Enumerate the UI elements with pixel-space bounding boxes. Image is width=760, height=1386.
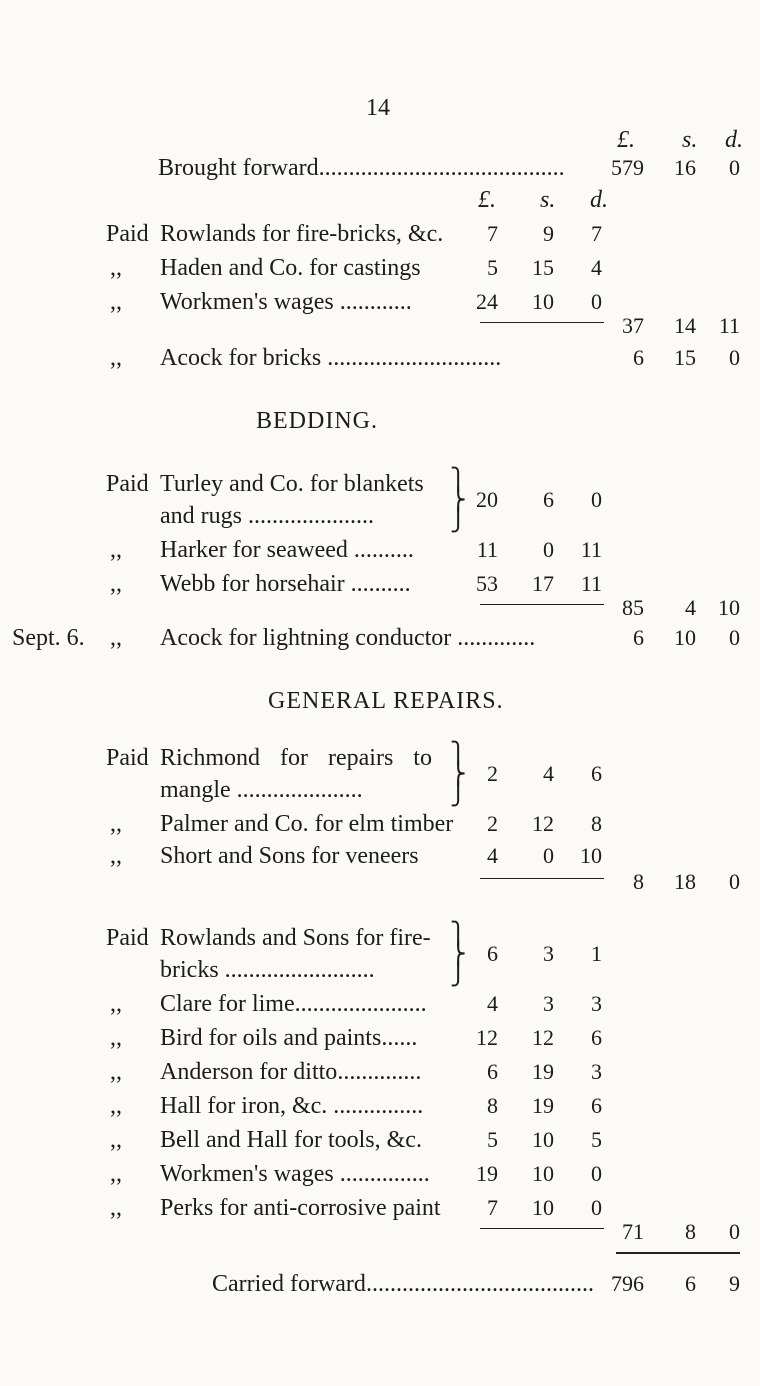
entry-pounds: 19 (476, 1161, 498, 1186)
subtotal-pounds: 85 (622, 595, 644, 620)
brace: ⎫ ⎬ ⎭ (450, 467, 467, 532)
ditto-mark: ,, (110, 537, 122, 563)
entry-pounds: 2 (487, 761, 498, 786)
entry-pence: 1 (591, 941, 602, 966)
entry-text: Short and Sons for veneers (160, 843, 419, 869)
subtotal-shillings: 4 (685, 595, 696, 620)
entry-pounds: 20 (476, 487, 498, 512)
entry-pounds: 6 (633, 345, 644, 370)
section-heading-general-repairs: GENERAL REPAIRS. (268, 688, 504, 714)
ditto-mark: ,, (110, 571, 122, 597)
entry-text: Rowlands for fire-bricks, &c. (160, 221, 444, 247)
inner-unit-pence: d. (590, 187, 608, 213)
subtotal-rule (480, 1228, 604, 1229)
ditto-mark: ,, (110, 1127, 122, 1153)
entry-text: Anderson for ditto.............. (160, 1059, 422, 1085)
entry-pounds: 7 (487, 221, 498, 246)
entry-text: Workmen's wages ............ (160, 289, 412, 315)
entry-pence: 5 (591, 1127, 602, 1152)
entry-pounds: 24 (476, 289, 498, 314)
entry-shillings: 3 (543, 941, 554, 966)
subtotal-pounds: 71 (622, 1219, 644, 1244)
unit-pounds: £. (617, 127, 635, 153)
entry-pence: 0 (729, 625, 740, 650)
subtotal-pence: 10 (718, 595, 740, 620)
entry-pounds: 53 (476, 571, 498, 596)
brought-forward-shillings: 16 (674, 155, 696, 180)
subtotal-rule (480, 322, 604, 323)
entry-text: Acock for bricks ............................. (160, 345, 502, 371)
brace: ⎫ ⎬ ⎭ (450, 921, 467, 986)
ditto-mark: ,, (110, 1025, 122, 1051)
ditto-mark: ,, (110, 1093, 122, 1119)
entry-text: Workmen's wages ............... (160, 1161, 430, 1187)
entry-pence: 3 (591, 1059, 602, 1084)
ditto-mark: ,, (110, 255, 122, 281)
entry-text: Turley and Co. for blankets (160, 471, 424, 497)
entry-pounds: 6 (487, 1059, 498, 1084)
entry-text: Palmer and Co. for elm timber (160, 811, 454, 837)
entry-text-continued: and rugs ..................... (160, 503, 374, 529)
entry-pence: 0 (591, 289, 602, 314)
entry-pounds: 12 (476, 1025, 498, 1050)
entry-pence: 11 (580, 571, 602, 596)
entry-text: Rowlands and Sons for fire- (160, 925, 431, 951)
ditto-mark: ,, (110, 289, 122, 315)
entry-pounds: 6 (633, 625, 644, 650)
entry-pence: 6 (591, 761, 602, 786)
entry-shillings: 19 (532, 1059, 554, 1084)
entry-shillings: 10 (532, 1161, 554, 1186)
carried-forward-pence: 9 (729, 1271, 740, 1296)
ditto-mark: ,, (110, 345, 122, 371)
entry-shillings: 19 (532, 1093, 554, 1118)
ditto-mark: ,, (110, 843, 122, 869)
entry-shillings: 0 (543, 843, 554, 868)
entry-text: Webb for horsehair .......... (160, 571, 411, 597)
entry-shillings: 12 (532, 1025, 554, 1050)
entry-text: Hall for iron, &c. ............... (160, 1093, 424, 1119)
entry-pounds: 6 (487, 941, 498, 966)
subtotal-pounds: 8 (633, 869, 644, 894)
entry-shillings: 10 (674, 625, 696, 650)
subtotal-shillings: 14 (674, 313, 696, 338)
entry-text: Clare for lime...................... (160, 991, 427, 1017)
brace: ⎫ ⎬ ⎭ (450, 741, 467, 806)
entry-text: Bell and Hall for tools, &c. (160, 1127, 422, 1153)
subtotal-rule (480, 604, 604, 605)
entry-text: Harker for seaweed .......... (160, 537, 414, 563)
entry-pounds: 7 (487, 1195, 498, 1220)
entry-shillings: 15 (532, 255, 554, 280)
entry-pence: 8 (591, 811, 602, 836)
entry-pence: 11 (580, 537, 602, 562)
entry-pounds: 5 (487, 1127, 498, 1152)
total-rule (616, 1252, 740, 1254)
subtotal-pence: 0 (729, 1219, 740, 1244)
carried-forward-pounds: 796 (611, 1271, 644, 1296)
ditto-mark: ,, (110, 1161, 122, 1187)
entry-pence: 4 (591, 255, 602, 280)
entry-pence: 6 (591, 1093, 602, 1118)
entry-shillings: 3 (543, 991, 554, 1016)
entry-prefix: Paid (106, 745, 149, 771)
entry-shillings: 17 (532, 571, 554, 596)
entry-shillings: 12 (532, 811, 554, 836)
subtotal-shillings: 18 (674, 869, 696, 894)
entry-text: Acock for lightning conductor ............. (160, 625, 536, 651)
entry-text: Richmond for repairs to (160, 745, 432, 771)
brought-forward-pence: 0 (729, 155, 740, 180)
entry-text-continued: bricks ......................... (160, 957, 375, 983)
unit-shillings: s. (682, 127, 698, 153)
entry-pounds: 4 (487, 843, 498, 868)
carried-forward-label: Carried forward...................................... (212, 1271, 594, 1297)
entry-text: Bird for oils and paints...... (160, 1025, 418, 1051)
entry-pounds: 5 (487, 255, 498, 280)
ditto-mark: ,, (110, 1195, 122, 1221)
ditto-mark: ,, (110, 991, 122, 1017)
page-number: 14 (366, 95, 390, 121)
entry-pence: 0 (729, 345, 740, 370)
ditto-mark: ,, (110, 625, 122, 651)
entry-pence: 7 (591, 221, 602, 246)
entry-shillings: 0 (543, 537, 554, 562)
margin-date: Sept. 6. (12, 625, 85, 651)
section-heading-bedding: BEDDING. (256, 408, 378, 434)
ditto-mark: ,, (110, 1059, 122, 1085)
entry-shillings: 4 (543, 761, 554, 786)
entry-pence: 10 (580, 843, 602, 868)
entry-pence: 0 (591, 1195, 602, 1220)
subtotal-rule (480, 878, 604, 879)
inner-unit-shillings: s. (540, 187, 556, 213)
entry-shillings: 9 (543, 221, 554, 246)
entry-pence: 0 (591, 1161, 602, 1186)
brought-forward-pounds: 579 (611, 155, 644, 180)
entry-pounds: 4 (487, 991, 498, 1016)
inner-unit-pounds: £. (478, 187, 496, 213)
entry-shillings: 15 (674, 345, 696, 370)
entry-pence: 0 (591, 487, 602, 512)
ditto-mark: ,, (110, 811, 122, 837)
subtotal-pence: 0 (729, 869, 740, 894)
entry-text: Perks for anti-corrosive paint (160, 1195, 441, 1221)
entry-shillings: 10 (532, 289, 554, 314)
entry-pence: 6 (591, 1025, 602, 1050)
entry-text: Haden and Co. for castings (160, 255, 421, 281)
entry-shillings: 10 (532, 1195, 554, 1220)
entry-pounds: 2 (487, 811, 498, 836)
unit-pence: d. (725, 127, 743, 153)
subtotal-pence: 11 (718, 313, 740, 338)
entry-shillings: 10 (532, 1127, 554, 1152)
entry-pounds: 8 (487, 1093, 498, 1118)
brought-forward-label: Brought forward......................................... (158, 155, 565, 181)
entry-pence: 3 (591, 991, 602, 1016)
entry-prefix: Paid (106, 925, 149, 951)
entry-shillings: 6 (543, 487, 554, 512)
entry-prefix: Paid (106, 471, 149, 497)
entry-text-continued: mangle ..................... (160, 777, 363, 803)
carried-forward-shillings: 6 (685, 1271, 696, 1296)
subtotal-pounds: 37 (622, 313, 644, 338)
entry-pounds: 11 (476, 537, 498, 562)
subtotal-shillings: 8 (685, 1219, 696, 1244)
entry-prefix: Paid (106, 221, 149, 247)
